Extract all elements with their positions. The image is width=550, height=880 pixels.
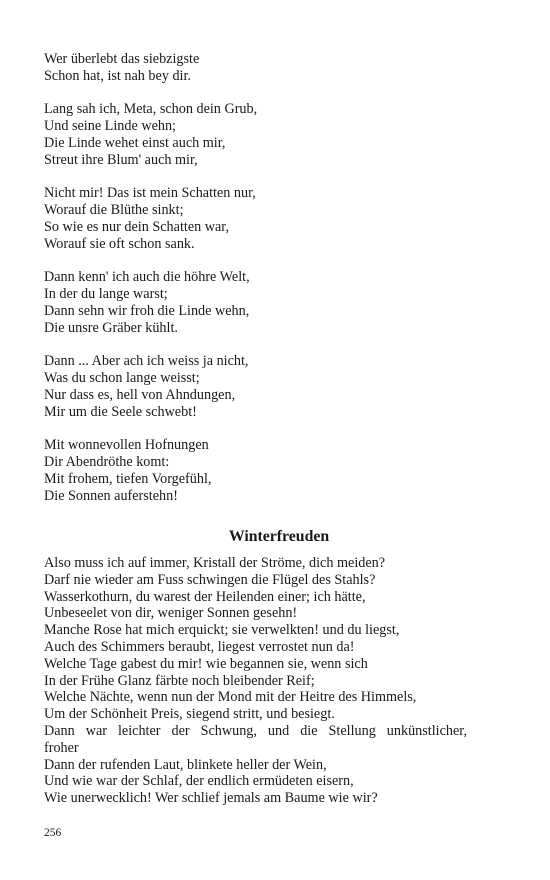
stanza bbox=[44, 185, 514, 252]
verse-line: Auch des Schimmers beraubt, liegest verrostet nun da! bbox=[44, 638, 355, 655]
verse-line: Nicht mir! Das ist mein Schatten nur, bbox=[44, 185, 256, 202]
verse-line: froher bbox=[44, 739, 79, 756]
verse-line: So wie es nur dein Schatten war, bbox=[44, 218, 230, 235]
verse-line: Welche Tage gabest du mir! wie begannen sie, wenn sich bbox=[44, 655, 368, 672]
stanza bbox=[44, 51, 514, 85]
verse-line: Was du schon lange weisst; bbox=[44, 370, 200, 387]
verse-line: Nur dass es, hell von Ahndungen, bbox=[44, 386, 236, 403]
page-number: 256 bbox=[44, 827, 62, 839]
stanza bbox=[44, 437, 514, 504]
verse-line: Die Sonnen auferstehn! bbox=[44, 487, 178, 504]
poem-title: Winterfreuden bbox=[228, 528, 330, 545]
verse-line: In der du lange warst; bbox=[44, 286, 168, 303]
poem-winterfreuden bbox=[44, 555, 467, 807]
verse-line: Um der Schönheit Preis, siegend stritt, und besiegt. bbox=[44, 706, 335, 723]
stanza bbox=[44, 269, 514, 336]
verse-line: Streut ihre Blum' auch mir, bbox=[44, 151, 198, 168]
verse-line: Mit frohem, tiefen Vorgefühl, bbox=[44, 470, 212, 487]
verse-line: Dir Abendröthe komt: bbox=[44, 454, 170, 471]
verse-line: Mir um die Seele schwebt! bbox=[44, 403, 197, 420]
verse-line: Manche Rose hat mich erquickt; sie verwelkten! und du liegst, bbox=[44, 622, 400, 639]
verse-line: Die unsre Gräber kühlt. bbox=[44, 319, 178, 336]
verse-line: Schon hat, ist nah bey dir. bbox=[44, 67, 191, 84]
verse-line: Dann ... Aber ach ich weiss ja nicht, bbox=[44, 353, 249, 370]
verse-line: Dann war leichter der Schwung, und die Stellung unkünstlicher, bbox=[44, 722, 467, 739]
verse-line: Mit wonnevollen Hofnungen bbox=[44, 437, 209, 454]
verse-line: Dann sehn wir froh die Linde wehn, bbox=[44, 302, 250, 319]
verse-line: Wie unerwecklich! Wer schlief jemals am Baume wie wir? bbox=[44, 790, 378, 807]
stanza bbox=[44, 101, 514, 168]
verse-line: Welche Nächte, wenn nun der Mond mit der Heitre des Himmels, bbox=[44, 689, 417, 706]
verse-line: Also muss ich auf immer, Kristall der Ströme, dich meiden? bbox=[44, 555, 386, 571]
verse-line: Darf nie wieder am Fuss schwingen die Flügel des Stahls? bbox=[44, 571, 376, 588]
verse-line: Dann der rufenden Laut, blinkete heller der Wein, bbox=[44, 756, 327, 773]
verse-line: Unbeseelet von dir, weniger Sonnen gesehn! bbox=[44, 605, 298, 622]
verse-line: Worauf sie oft schon sank. bbox=[44, 235, 195, 252]
verse-line: Und seine Linde wehn; bbox=[44, 118, 176, 135]
verse-line: Dann kenn' ich auch die höhre Welt, bbox=[44, 269, 250, 286]
verse-line: In der Frühe Glanz färbte noch bleibender Reif; bbox=[44, 672, 315, 689]
verse-line: Worauf die Blüthe sinkt; bbox=[44, 202, 184, 219]
verse-line: Und wie war der Schlaf, der endlich ermüdeten eisern, bbox=[44, 773, 354, 790]
verse-line: Lang sah ich, Meta, schon dein Grub, bbox=[44, 101, 258, 118]
stanza bbox=[44, 353, 514, 420]
verse-line: Wasserkothurn, du warest der Heilenden einer; ich hätte, bbox=[44, 588, 366, 605]
verse-line: Die Linde wehet einst auch mir, bbox=[44, 134, 226, 151]
poem-stanzas bbox=[44, 51, 514, 521]
verse-line: Wer überlebt das siebzigste bbox=[44, 51, 200, 67]
